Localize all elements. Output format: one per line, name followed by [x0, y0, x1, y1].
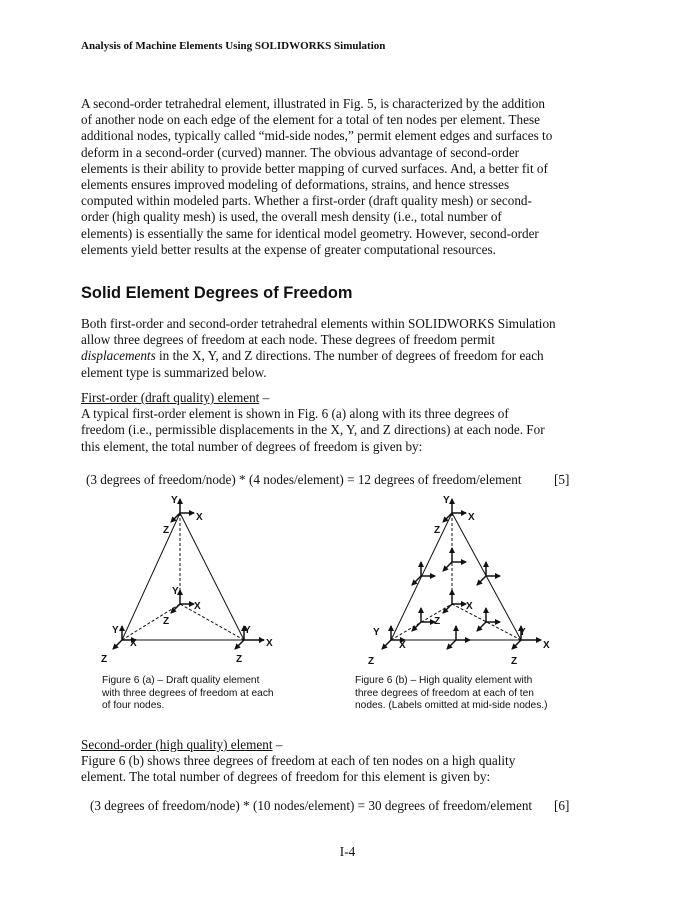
axis-label-z: Z: [163, 525, 170, 536]
figure-6b-caption: [355, 675, 580, 713]
subheading: [81, 737, 641, 753]
axis-label-z: Z: [163, 616, 170, 627]
second-order-section: [81, 737, 641, 786]
text-line: A typical first-order element is shown in Fig. 6 (a) along with its three degrees of: [81, 406, 509, 422]
node-triad-back: [163, 586, 201, 627]
axis-label-z: Z: [434, 525, 441, 536]
axis-label-y: Y: [373, 627, 380, 638]
axis-label-x: X: [468, 512, 475, 523]
axis-label-z: Z: [101, 654, 108, 665]
text-line: element. The total number of degrees of freedom for this element is given by:: [81, 769, 491, 785]
text-line: freedom (i.e., permissible displacements in the X, Y, and Z directions) at each node. For: [81, 422, 545, 438]
mid-side-node-triad: [443, 548, 466, 571]
running-header: Analysis of Machine Elements Using SOLIDWORKS Simulation: [81, 40, 386, 52]
equation-5: (3 degrees of freedom/node) * (4 nodes/element) = 12 degrees of freedom/element: [86, 472, 522, 487]
equation-6-number: [6]: [554, 798, 570, 813]
caption-line: nodes. (Labels omitted at mid-side nodes.): [355, 700, 548, 712]
text-line: A second-order tetrahedral element, illustrated in Fig. 5, is characterized by the addition: [81, 96, 545, 111]
text-line: elements) is essentially the same for identical model geometry. However, second-order: [81, 225, 539, 241]
axis-label-x: X: [194, 601, 201, 612]
node-triad-top: [163, 495, 203, 536]
first-order-title: First-order (draft quality) element: [81, 390, 260, 405]
text-line: deform in a second-order (curved) manner. The obvious advantage of second-order: [81, 144, 520, 160]
text-line: Figure 6 (b) shows three degrees of freedom at each of ten nodes on a high quality: [81, 753, 516, 769]
mid-side-node-triad: [412, 562, 435, 585]
caption-line: Figure 6 (b) – High quality element with: [355, 675, 533, 686]
axis-label-x: X: [543, 640, 550, 651]
axis-label-x: X: [266, 638, 273, 649]
axis-label-z: Z: [368, 656, 375, 667]
mid-side-node-triad: [412, 608, 435, 631]
axis-label-x: X: [466, 601, 473, 612]
node-triad-left: [368, 626, 406, 667]
mid-side-node-triad: [447, 626, 470, 649]
axis-label-z: Z: [511, 656, 518, 667]
section-heading: Solid Element Degrees of Freedom: [81, 284, 353, 302]
axis-label-x: X: [399, 640, 406, 651]
second-order-title: Second-order (high quality) element: [81, 737, 273, 752]
text-line: computed within modeled parts. Whether a first-order (draft quality mesh) or second-: [81, 193, 532, 209]
axis-label-y: Y: [443, 495, 450, 506]
axis-label-z: Z: [434, 616, 441, 627]
axis-label-z: Z: [236, 654, 243, 665]
text-line: elements yield better results at the expense of greater computational resources.: [81, 241, 496, 257]
caption-line: Figure 6 (a) – Draft quality element: [102, 675, 260, 686]
dash: –: [259, 390, 270, 405]
text-line: order (high quality mesh) is used, the overall mesh density (i.e., total number of: [81, 209, 502, 225]
page-number: I-4: [339, 844, 356, 859]
emphasis-text: displacements: [81, 348, 156, 364]
text-line: allow three degrees of freedom at each node. These degrees of freedom permit: [81, 332, 495, 348]
caption-line: of four nodes.: [102, 700, 165, 712]
text-line: element type is summarized below.: [81, 364, 267, 380]
text-line: additional nodes, typically called “mid-side nodes,” permit element edges and surfaces to: [81, 128, 553, 144]
axis-label-y: Y: [171, 495, 178, 506]
text-line: Both first-order and second-order tetrahedral elements within SOLIDWORKS Simulation: [81, 316, 556, 331]
node-triad-right: [235, 625, 273, 665]
figure-6b: [368, 495, 550, 667]
text-line: this element, the total number of degrees of freedom is given by:: [81, 438, 423, 454]
caption-line: with three degrees of freedom at each: [102, 687, 274, 699]
figure-6a: [101, 495, 273, 665]
text-line: elements is their ability to provide better mapping of curved surfaces. And, a better fit of: [81, 160, 548, 176]
caption-line: three degrees of freedom at each of ten: [355, 687, 534, 699]
axis-label-y: Y: [519, 627, 526, 638]
axis-label-y: Y: [172, 586, 179, 597]
axis-label-x: X: [130, 638, 137, 649]
node-triad-top: [434, 495, 475, 536]
axis-label-y: Y: [244, 625, 251, 636]
text-span: in the X, Y, and Z directions. The number of degrees of freedom for each: [155, 348, 544, 364]
figure-6a-caption: [102, 675, 302, 713]
node-triad-back: [434, 590, 473, 627]
dash: –: [272, 737, 283, 752]
text-line: elements ensures improved modeling of deformations, strains, and hence stresses: [81, 177, 510, 193]
axis-label-x: X: [196, 512, 203, 523]
equation-6: (3 degrees of freedom/node) * (10 nodes/element) = 30 degrees of freedom/element: [90, 798, 533, 813]
text-line: of another node on each edge of the element for a total of ten nodes per element. These: [81, 112, 540, 128]
equation-5-number: [5]: [554, 472, 570, 487]
axis-label-y: Y: [112, 625, 119, 636]
node-triad-left: [101, 625, 137, 665]
